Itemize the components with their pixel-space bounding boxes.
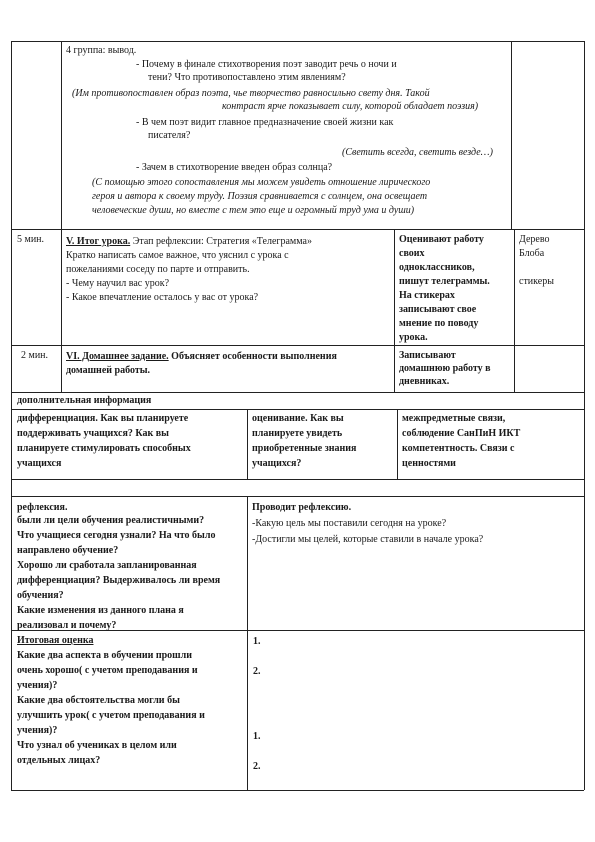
info-line: межпредметные связи, <box>402 413 506 424</box>
resource-item: Дерево <box>519 234 550 245</box>
students-line: дневниках. <box>399 376 450 387</box>
reflection-line: были ли цели обучения реалистичными? <box>17 515 205 526</box>
homework-line-2: домашней работы. <box>66 365 151 376</box>
info-line: учащихся? <box>252 458 302 469</box>
info-line: компетентность. Связи с <box>402 443 515 454</box>
stage-line-3: пожеланиями соседу по парте и отправить. <box>66 264 250 275</box>
answer-1-line-2: контраст ярче показывает силу, которой обладает поэзия) <box>222 101 479 112</box>
reflection-line: дифференциация? Выдерживалось ли время <box>17 575 221 586</box>
final-line: учения)? <box>17 725 58 736</box>
reflection-conduct-cell <box>252 501 582 549</box>
differentiation-cell <box>17 412 245 472</box>
final-line: Какие два аспекта в обучении прошли <box>17 650 192 661</box>
reflection-line: Что учащиеся сегодня узнали? На что было <box>17 530 216 541</box>
final-line: Какие два обстоятельства могли бы <box>17 695 180 706</box>
students-activity-cell <box>399 233 511 345</box>
stage-line-4: - Чему научил вас урок? <box>66 278 170 289</box>
answer-slot-4: 2. <box>253 761 261 772</box>
time-cell: 2 мин. <box>21 350 49 361</box>
rule <box>11 41 584 42</box>
stage-line-2: Кратко написать самое важное, что уяснил с урока с <box>66 250 289 261</box>
rule <box>61 41 62 392</box>
rule <box>397 409 398 479</box>
reflection-line: обучения? <box>17 590 64 601</box>
answer-3-line-1: (С помощью этого сопоставления мы можем увидеть отношение лирического <box>92 177 431 188</box>
rule <box>247 409 248 479</box>
students-line: пишут телеграммы. <box>399 276 490 287</box>
students-line: урока. <box>399 332 428 343</box>
stage-line-1-rest: Этап рефлексии: Стратегия «Телеграмма» <box>130 236 312 247</box>
info-line: оценивание. Как вы <box>252 413 344 424</box>
info-line: учащихся <box>17 458 62 469</box>
answer-3-line-3: человеческие души, но вместе с тем это еще и огромный труд ума и души) <box>92 205 415 216</box>
rule <box>11 229 584 230</box>
stage-line-5: - Какое впечатление осталось у вас от урока? <box>66 292 259 303</box>
rule <box>514 229 515 392</box>
info-line: соблюдение СанПиН ИКТ <box>402 428 521 439</box>
info-line: поддерживать учащихся? Как вы <box>17 428 169 439</box>
rule <box>394 229 395 392</box>
reflection-questions-cell <box>17 501 245 634</box>
rule <box>11 496 584 497</box>
reflection-line: направлено обучение? <box>17 545 119 556</box>
students-line: Оценивают работу <box>399 234 484 245</box>
students-line: На стикерах <box>399 290 455 301</box>
reflection-line: реализовал и почему? <box>17 620 117 631</box>
answer-slot-2: 2. <box>253 666 261 677</box>
students-line: домашнюю работу в <box>399 363 491 374</box>
final-line: отдельных лицах? <box>17 755 101 766</box>
rule <box>11 392 584 393</box>
answer-slot-3: 1. <box>253 731 261 742</box>
assessment-cell <box>252 412 394 472</box>
question-3-line-1: - Зачем в стихотворение введен образ солнца? <box>136 162 333 173</box>
question-2-line-1: - В чем поэт видит главное предназначение своей жизни как <box>136 117 394 128</box>
rule <box>11 479 584 480</box>
final-line: очень хорошо( с учетом преподавания и <box>17 665 198 676</box>
answer-1-line-1: (Им противопоставлен образ поэта, чье творчество равносильно свету дня. Такой <box>72 88 430 99</box>
info-line: планируете стимулировать способных <box>17 443 191 454</box>
answer-3-line-2: героя и автора к своему труду. Поэзия сравнивается с солнцем, она освещает <box>92 191 428 202</box>
info-header: дополнительная информация <box>17 395 152 406</box>
resource-item: стикеры <box>519 276 554 287</box>
reflection-line: Какие изменения из данного плана я <box>17 605 184 616</box>
reflection-title: рефлексия. <box>17 502 68 513</box>
students-line: записывают свое <box>399 304 477 315</box>
homework-line-1-rest: Объясняет особенности выполнения <box>168 351 337 362</box>
rule <box>11 41 12 790</box>
reflection-conduct-line: -Какую цель мы поставили сегодня на уроке? <box>252 518 447 529</box>
question-1-line-2: тени? Что противопоставлено этим явлениям? <box>148 72 346 83</box>
final-line: улучшить урок( с учетом преподавания и <box>17 710 205 721</box>
info-line: планируете увидеть <box>252 428 343 439</box>
info-line: дифференциация. Как вы планируете <box>17 413 189 424</box>
rule <box>584 41 585 790</box>
rule <box>511 41 512 229</box>
time-cell: 5 мин. <box>17 234 45 245</box>
info-line: ценностями <box>402 458 456 469</box>
resources-cell <box>519 233 581 289</box>
rule <box>247 496 248 790</box>
rule <box>11 790 584 791</box>
cross-curricular-cell <box>402 412 582 472</box>
group-heading: 4 группа: вывод. <box>66 45 137 56</box>
stage-title: V. Итог урока. <box>66 236 131 247</box>
students-line: мнение по поводу <box>399 318 479 329</box>
final-line: учения)? <box>17 680 58 691</box>
final-line: Что узнал об учениках в целом или <box>17 740 177 751</box>
reflection-conduct-title: Проводит рефлексию. <box>252 502 352 513</box>
homework-title: VI. Домашнее задание. <box>66 351 169 362</box>
resource-item: Блоба <box>519 248 545 259</box>
answer-slot-1: 1. <box>253 636 261 647</box>
final-assessment-title: Итоговая оценка <box>17 635 94 646</box>
rule <box>11 409 584 410</box>
resource-item <box>519 261 581 275</box>
answer-2-line-1: (Светить всегда, светить везде…) <box>342 147 493 158</box>
info-line: приобретенные знания <box>252 443 357 454</box>
students-line: одноклассников, <box>399 262 475 273</box>
stage-line-1 <box>66 235 312 248</box>
question-1-line-1: - Почему в финале стихотворения поэт заводит речь о ночи и <box>136 59 397 70</box>
reflection-conduct-line: -Достигли мы целей, которые ставили в начале урока? <box>252 534 484 545</box>
reflection-line: Хорошо ли сработала запланированная <box>17 560 197 571</box>
students-line: своих <box>399 248 425 259</box>
rule <box>11 345 584 346</box>
final-assessment-cell <box>17 634 245 769</box>
homework-students-cell <box>399 349 511 388</box>
question-2-line-2: писателя? <box>148 130 191 141</box>
students-line: Записывают <box>399 350 456 361</box>
homework-line-1 <box>66 350 337 363</box>
